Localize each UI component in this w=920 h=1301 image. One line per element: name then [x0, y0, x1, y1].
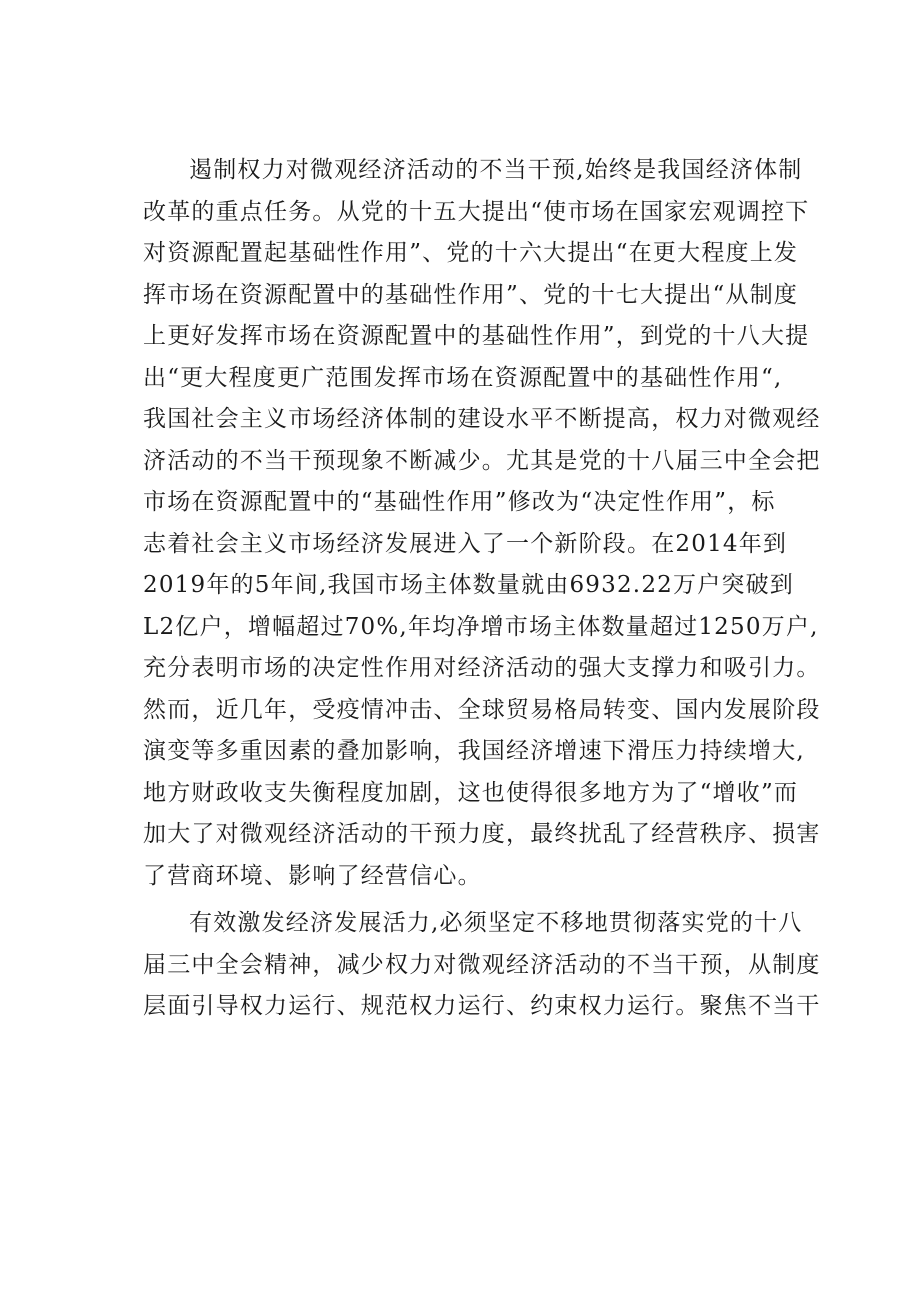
text-line: 加大了对微观经济活动的干预力度，最终扰乱了经营秩序、损害	[143, 821, 821, 847]
text-line: 有效激发经济发展活力,必须坚定不移地贯彻落实党的十八	[189, 910, 803, 936]
text-line: 挥市场在资源配置中的基础性作用”、党的十七大提出“从制度	[143, 281, 799, 308]
text-line: 地方财政收支失衡程度加剧，这也使得很多地方为了“增收”而	[143, 779, 799, 806]
text-line: 志着社会主义市场经济发展进入了一个新阶段。在2014年到	[143, 530, 788, 557]
paragraph-1	[143, 150, 821, 897]
text-line: 层面引导权力运行、规范权力运行、约束权力运行。聚焦不当干	[143, 993, 821, 1019]
text-line: 上更好发挥市场在资源配置中的基础性作用”，到党的十八大提	[143, 323, 810, 349]
text-line: 我国社会主义市场经济体制的建设水平不断提高，权力对微观经	[143, 406, 821, 432]
text-line: L2亿户，增幅超过70%,年均净增市场主体数量超过1250万户,	[143, 613, 819, 640]
text-line: 了营商环境、影响了经营信心。	[143, 862, 482, 889]
paragraph-2	[143, 903, 821, 1028]
text-line: 届三中全会精神，减少权力对微观经济活动的不当干预，从制度	[143, 951, 821, 978]
text-line: 出“更大程度更广范围发挥市场在资源配置中的基础性作用“,	[143, 364, 783, 391]
text-line: 然而，近几年，受疫情冲击、全球贸易格局转变、国内发展阶段	[143, 696, 821, 723]
text-line: 演变等多重因素的叠加影响，我国经济增速下滑压力持续增大,	[143, 738, 805, 764]
text-line: 2019年的5年间,我国市场主体数量就由6932.22万户突破到	[143, 572, 794, 598]
document-body	[143, 150, 821, 1028]
text-line: 遏制权力对微观经济活动的不当干预,始终是我国经济体制	[189, 157, 803, 183]
text-line: 济活动的不当干预现象不断减少。尤其是党的十八届三中全会把	[143, 447, 821, 474]
text-line: 市场在资源配置中的“基础性作用”修改为“决定性作用”，标	[143, 489, 776, 515]
text-line: 改革的重点任务。从党的十五大提出“使市场在国家宏观调控下	[143, 198, 810, 225]
text-line: 对资源配置起基础性作用”、党的十六大提出“在更大程度上发	[143, 240, 799, 266]
text-line: 充分表明市场的决定性作用对经济活动的强大支撑力和吸引力。	[143, 655, 821, 681]
